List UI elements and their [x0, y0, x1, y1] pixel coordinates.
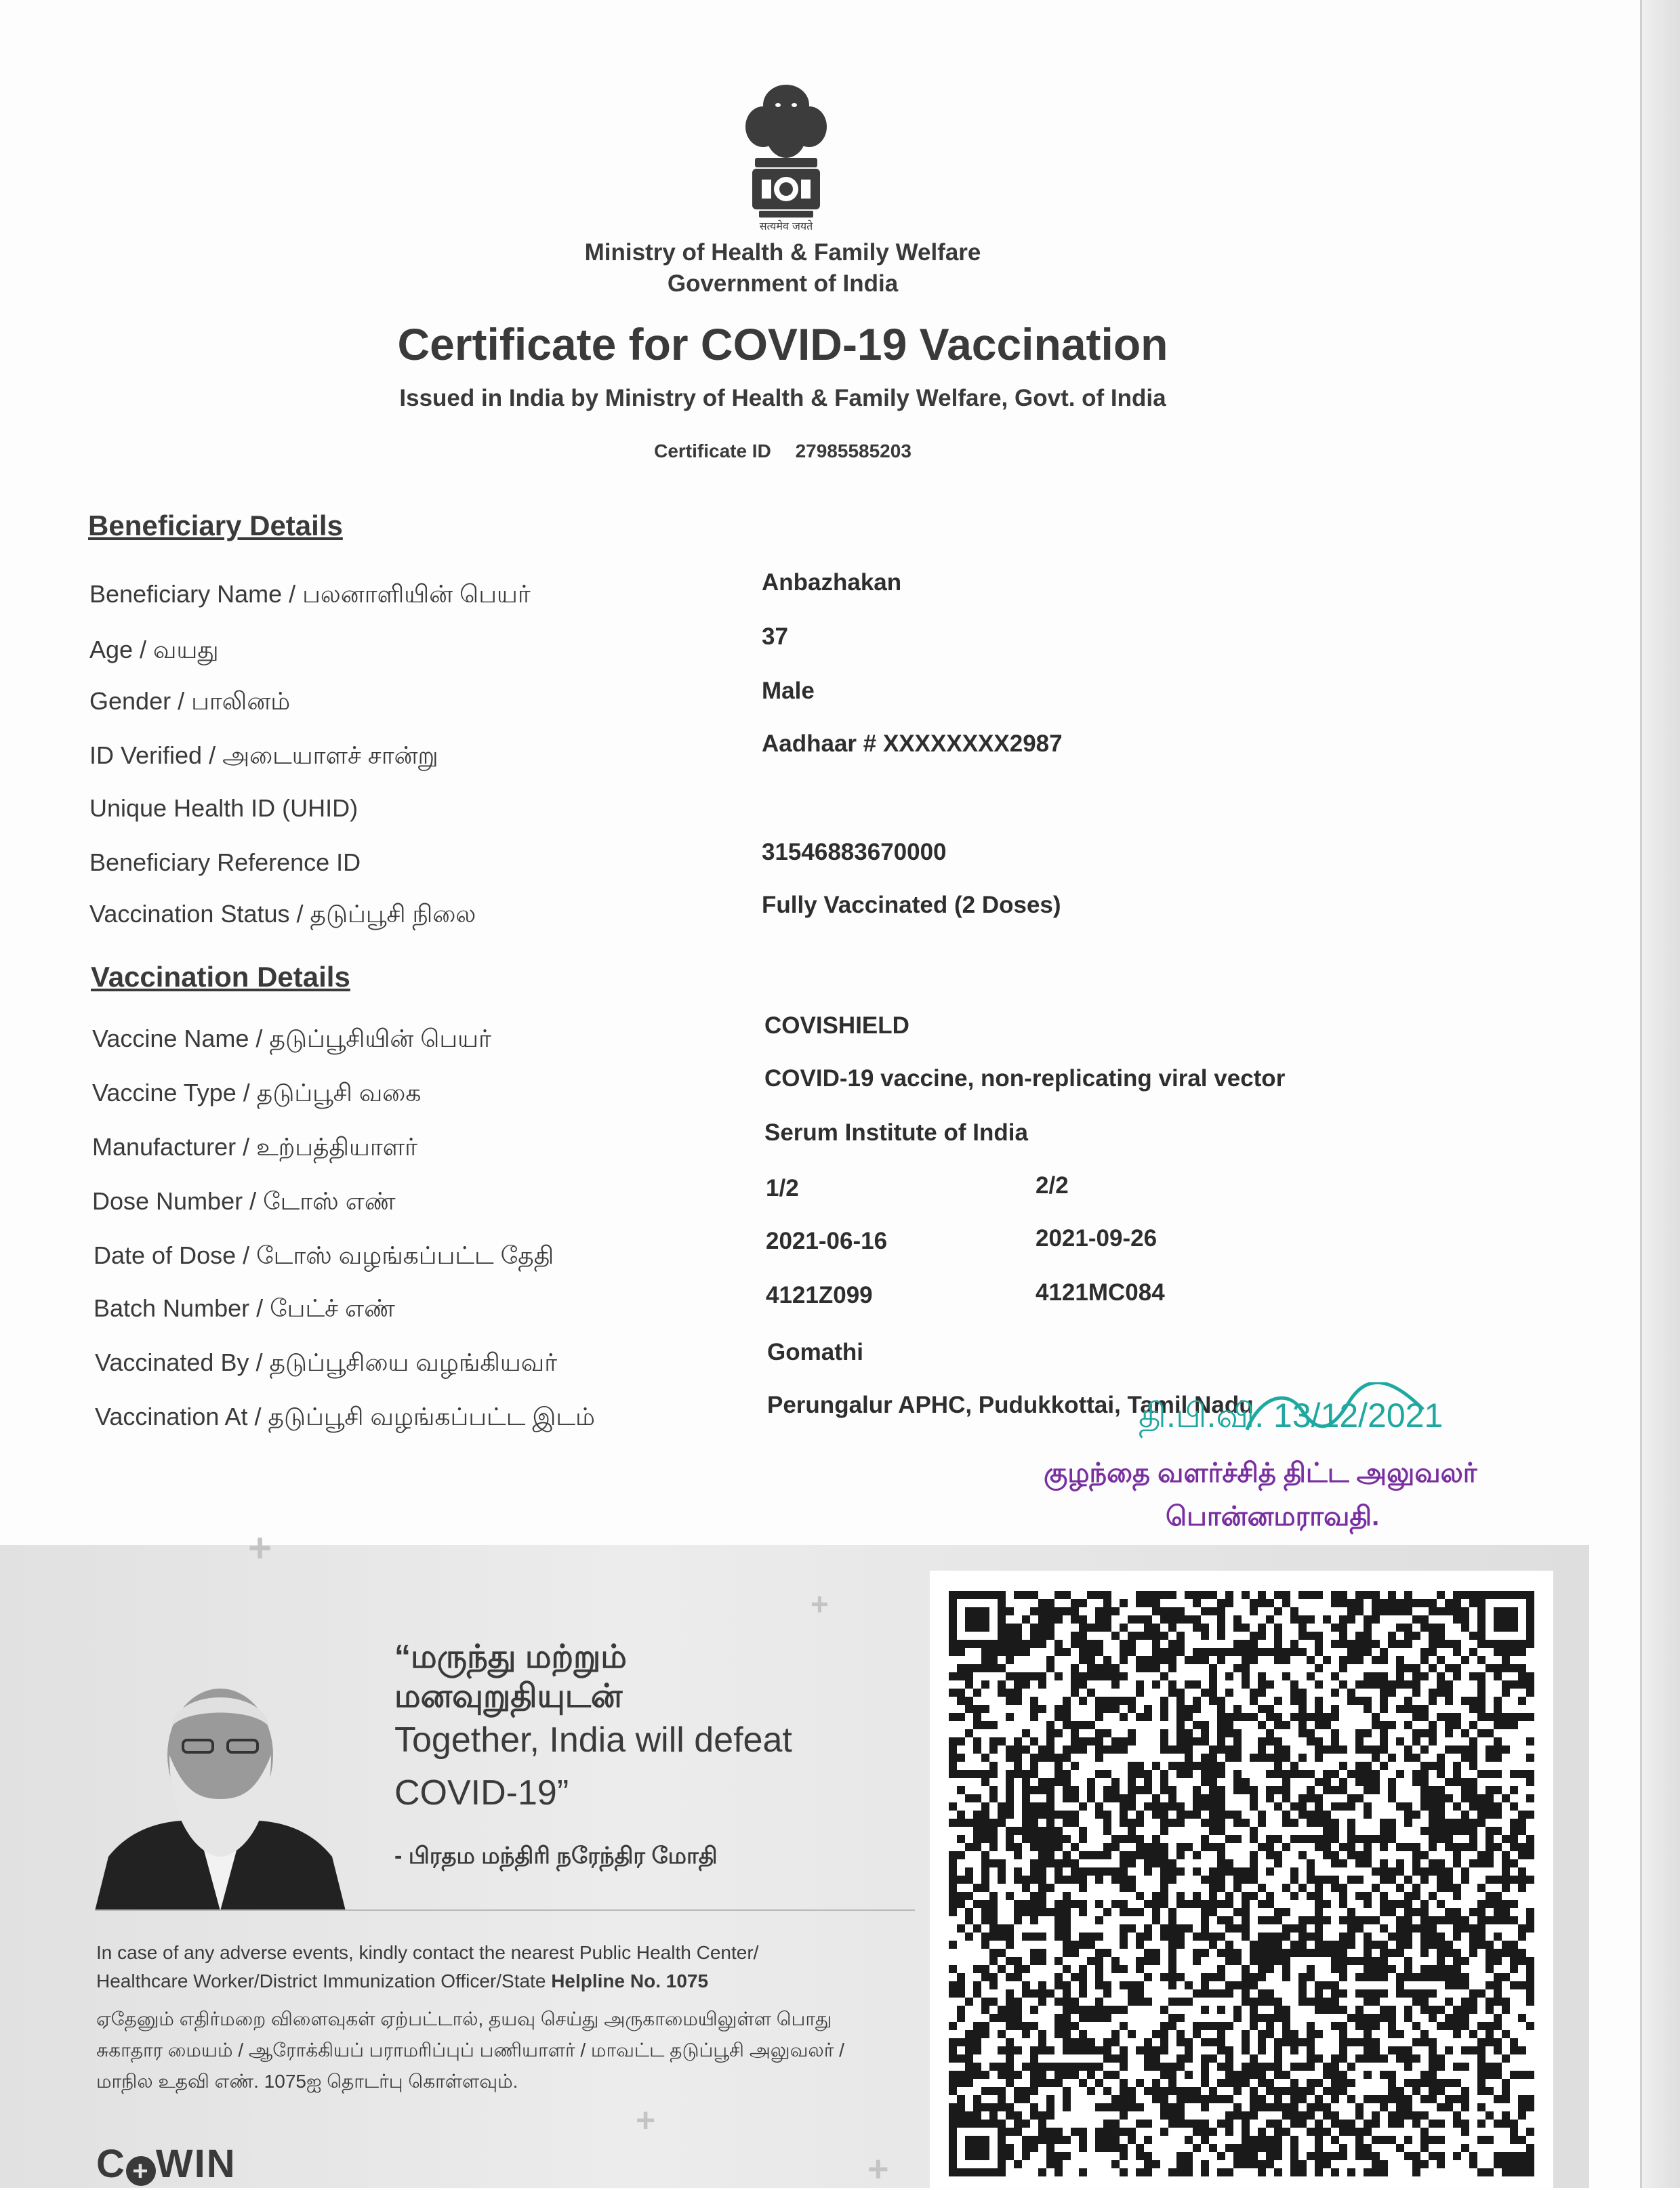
national-emblem-icon [732, 78, 840, 234]
manufacturer-label: Manufacturer / உற்பத்தியாளர் [92, 1133, 417, 1161]
banner-divider [95, 1909, 915, 1911]
vaccinated-by-label: Vaccinated By / தடுப்பூசியை வழங்கியவர் [95, 1348, 557, 1376]
ministry-name: Ministry of Health & Family Welfare [584, 239, 981, 266]
reference-id-label: Beneficiary Reference ID [89, 848, 361, 876]
ministry-heading [0, 237, 1565, 299]
quote-attribution: - பிரதம மந்திரி நரேந்திர மோதி [394, 1843, 718, 1869]
reference-id-value: 31546883670000 [762, 839, 947, 865]
vaccination-status-label: Vaccination Status / தடுப்பூசி நிலை [89, 900, 476, 928]
vaccination-status-value: Fully Vaccinated (2 Doses) [762, 892, 1061, 918]
cowin-logo-text: WIN [155, 2142, 237, 2186]
cowin-plus-icon: + [126, 2156, 156, 2186]
cowin-logo [96, 2141, 237, 2187]
beneficiary-name-value: Anbazhakan [762, 569, 902, 596]
plus-decoration-icon: + [636, 2101, 656, 2139]
vaccination-heading: Vaccination Details [91, 961, 350, 993]
id-verified-value: Aadhaar # XXXXXXXX2987 [762, 730, 1063, 757]
qr-code-matrix [949, 1591, 1534, 2188]
dose-number-value-2: 2/2 [1036, 1172, 1069, 1199]
age-value: 37 [762, 623, 788, 650]
certificate-title: Certificate for COVID-19 Vaccination [397, 319, 1168, 369]
certificate-id [0, 440, 1565, 462]
plus-decoration-icon: + [811, 1586, 829, 1621]
vaccine-name-value: COVISHIELD [764, 1012, 909, 1039]
government-name: Government of India [667, 270, 899, 297]
prime-minister-portrait [95, 1653, 346, 1911]
batch-number-value-2: 4121MC084 [1036, 1279, 1165, 1306]
vaccine-type-value: COVID-19 vaccine, non-replicating viral vector [764, 1065, 1286, 1092]
dose-date-value-1: 2021-06-16 [766, 1228, 888, 1254]
scan-edge [1640, 0, 1680, 2188]
batch-number-label: Batch Number / பேட்ச் எண் [94, 1294, 395, 1322]
official-stamp [1044, 1382, 1545, 1558]
advice-tamil-line1: ஏதேனும் எதிர்மறை விளைவுகள் ஏற்பட்டால், தயவு செய்து அருகாமையிலுள்ள பொது [96, 2008, 832, 2029]
emblem-motto: सत्यमेव जयते [759, 220, 813, 232]
manufacturer-value: Serum Institute of India [764, 1119, 1028, 1146]
certificate-subtitle: Issued in India by Ministry of Health & Family Welfare, Govt. of India [399, 385, 1166, 411]
plus-decoration-icon: + [248, 1525, 272, 1571]
vaccinated-by-value: Gomathi [767, 1339, 863, 1365]
dose-date-label: Date of Dose / டோஸ் வழங்கப்பட்ட தேதி [94, 1241, 554, 1269]
stamp-place: பொன்னமராவதி. [1166, 1502, 1380, 1531]
dose-number-label: Dose Number / டோஸ் எண் [92, 1187, 396, 1215]
gender-label: Gender / பாலினம் [89, 687, 291, 715]
uhid-label: Unique Health ID (UHID) [89, 794, 358, 822]
id-verified-label: ID Verified / அடையாளச் சான்று [89, 741, 438, 769]
beneficiary-name-label: Beneficiary Name / பலனாளியின் பெயர் [89, 580, 531, 608]
helpline-number: Helpline No. 1075 [551, 1970, 709, 1991]
quote-english-line1: Together, India will defeat [394, 1720, 792, 1760]
cowin-logo-c: C [96, 2142, 126, 2186]
advice-tamil-line2: சுகாதார மையம் / ஆரோக்கியப் பராமரிப்புப் பணியாளர் / மாவட்ட தடுப்பூசி அலுவலர் / [96, 2040, 844, 2061]
advice-tamil-line3: மாநில உதவி எண். 1075ஐ தொடர்பு கொள்ளவும். [96, 2071, 518, 2092]
certificate-id-value: 27985585203 [795, 440, 911, 461]
certificate-id-label: Certificate ID [654, 440, 771, 461]
advice-english-line2 [96, 1968, 708, 1995]
advice-english-line1: In case of any adverse events, kindly contact the nearest Public Health Center/ [96, 1942, 759, 1963]
gender-value: Male [762, 678, 815, 704]
vaccination-at-label: Vaccination At / தடுப்பூசி வழங்கப்பட்ட இடம் [95, 1403, 595, 1430]
vaccine-type-label: Vaccine Type / தடுப்பூசி வகை [92, 1079, 422, 1107]
age-label: Age / வயது [89, 636, 219, 663]
vaccination-at-value: Perungalur APHC, Pudukkottai, Tamil Nadu [767, 1392, 1254, 1418]
handwritten-date: தி.பி.வி. 13/12/2021 [1139, 1397, 1443, 1434]
advice-english-text: Healthcare Worker/District Immunization Officer/State [96, 1970, 546, 1991]
batch-number-value-1: 4121Z099 [766, 1282, 873, 1308]
plus-decoration-icon: + [867, 2149, 889, 2189]
quote-english-line2: COVID-19” [394, 1773, 569, 1813]
vaccine-name-label: Vaccine Name / தடுப்பூசியின் பெயர் [92, 1025, 491, 1052]
qr-code [930, 1571, 1553, 2188]
quote-tamil-line2: மனவுறுதியுடன் [394, 1678, 623, 1714]
dose-number-value-1: 1/2 [766, 1175, 799, 1201]
quote-tamil-line1: “மருந்து மற்றும் [394, 1639, 627, 1675]
stamp-designation: குழந்தை வளர்ச்சித் திட்ட அலுவலர் [1044, 1458, 1477, 1488]
beneficiary-heading: Beneficiary Details [88, 510, 343, 541]
dose-date-value-2: 2021-09-26 [1036, 1225, 1157, 1252]
